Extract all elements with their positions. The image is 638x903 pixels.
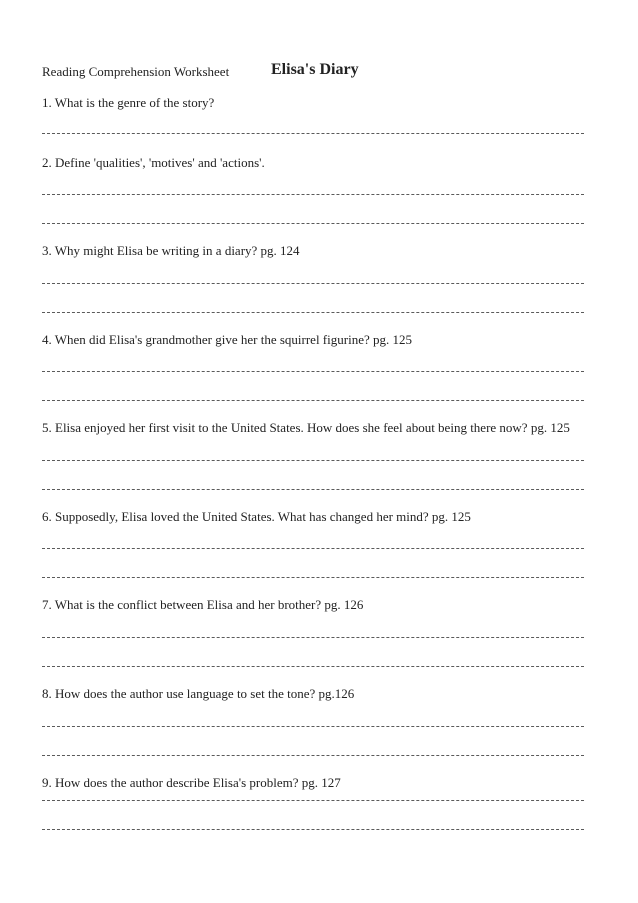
answer-line-9a[interactable] — [42, 800, 584, 801]
question-4: 4. When did Elisa's grandmother give her the squirrel figurine? pg. 125 — [42, 332, 412, 347]
answer-line-2a[interactable] — [42, 194, 584, 195]
answer-line-8a[interactable] — [42, 726, 584, 727]
answer-line-7b[interactable] — [42, 666, 584, 667]
question-5: 5. Elisa enjoyed her first visit to the United States. How does she feel about being there now? pg. 125 — [42, 420, 570, 435]
answer-line-3a[interactable] — [42, 283, 584, 284]
answer-line-1a[interactable] — [42, 133, 584, 134]
worksheet-label: Reading Comprehension Worksheet — [42, 64, 230, 79]
answer-line-5a[interactable] — [42, 460, 584, 461]
question-3: 3. Why might Elisa be writing in a diary? pg. 124 — [42, 243, 300, 258]
answer-line-4a[interactable] — [42, 371, 584, 372]
answer-line-2b[interactable] — [42, 223, 584, 224]
answer-line-7a[interactable] — [42, 637, 584, 638]
question-2: 2. Define 'qualities', 'motives' and 'actions'. — [42, 155, 265, 170]
answer-line-6b[interactable] — [42, 577, 584, 578]
question-8: 8. How does the author use language to set the tone? pg.126 — [42, 686, 355, 701]
worksheet-title: Elisa's Diary — [271, 61, 359, 78]
question-7: 7. What is the conflict between Elisa and her brother? pg. 126 — [42, 597, 364, 612]
answer-line-6a[interactable] — [42, 548, 584, 549]
question-6: 6. Supposedly, Elisa loved the United States. What has changed her mind? pg. 125 — [42, 509, 471, 524]
question-1: 1. What is the genre of the story? — [42, 95, 215, 110]
answer-line-5b[interactable] — [42, 489, 584, 490]
question-9: 9. How does the author describe Elisa's problem? pg. 127 — [42, 775, 341, 790]
answer-line-8b[interactable] — [42, 755, 584, 756]
answer-line-9b[interactable] — [42, 829, 584, 830]
answer-line-4b[interactable] — [42, 400, 584, 401]
answer-line-3b[interactable] — [42, 312, 584, 313]
